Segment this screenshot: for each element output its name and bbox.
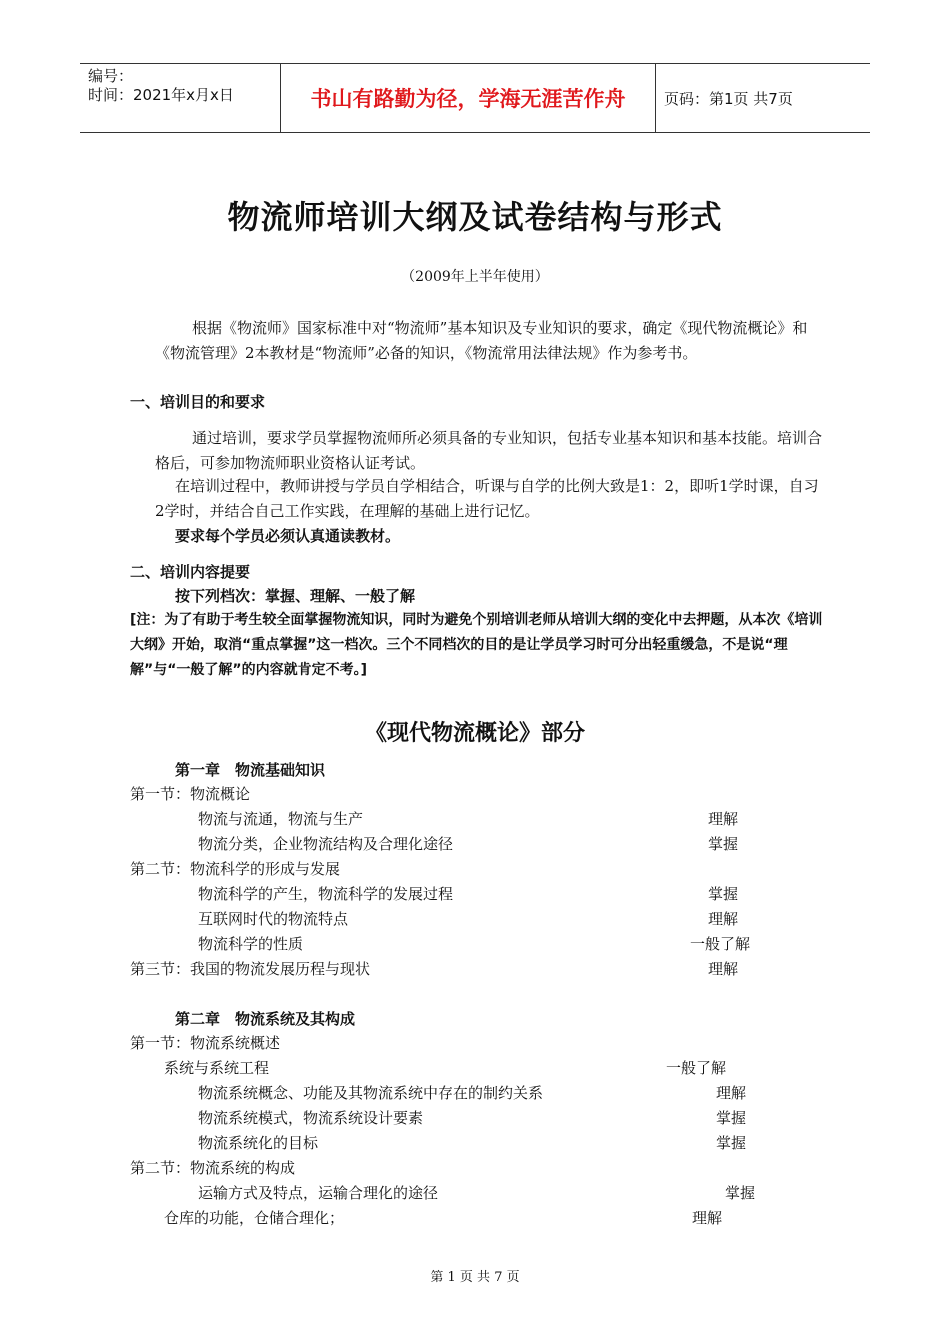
document-title: 物流师培训大纲及试卷结构与形式 [227, 198, 723, 236]
level-tag: 一般了解 [666, 1059, 727, 1077]
outline-row: 第一节：物流系统概述 [130, 1034, 281, 1052]
level-tag: 理解 [708, 960, 739, 978]
level-tag: 掌握 [708, 885, 739, 903]
section1-heading: 一、培训目的和要求 [130, 393, 266, 411]
section1-paragraph-3: 要求每个学员必须认真通读教材。 [175, 527, 401, 545]
intro-paragraph: 根据《物流师》国家标准中对“物流师”基本知识及专业知识的要求，确定《现代物流概论》和《物流管理》2本教材是“物流师”必备的知识，《物流常用法律法规》作为参考书。 [155, 319, 808, 362]
level-tag: 理解 [716, 1084, 747, 1102]
outline-row: 物流科学的性质 [198, 935, 304, 953]
chapter2-title: 第二章 物流系统及其构成 [175, 1010, 356, 1028]
number-label: 编号： [88, 67, 134, 85]
outline-row: 第三节：我国的物流发展历程与现状 [130, 960, 371, 978]
outline-row: 物流系统概念、功能及其物流系统中存在的制约关系 [198, 1084, 544, 1102]
level-tag: 掌握 [716, 1109, 747, 1127]
outline-row: 互联网时代的物流特点 [198, 910, 349, 928]
outline-row: 物流分类，企业物流结构及合理化途径 [198, 835, 454, 853]
section1-paragraph-1: 通过培训，要求学员掌握物流师所必须具备的专业知识，包括专业基本知识和基本技能。培训合格后，可参加物流师职业资格认证考试。 [155, 429, 823, 472]
level-tag: 掌握 [708, 835, 739, 853]
levels-line: 按下列档次：掌握、理解、一般了解 [175, 587, 416, 605]
motto: 书山有路勤为径，学海无涯苦作舟 [280, 64, 656, 132]
part-title: 《现代物流概论》部分 [364, 720, 585, 746]
level-tag: 掌握 [716, 1134, 747, 1152]
level-tag: 一般了解 [690, 935, 751, 953]
level-tag: 理解 [708, 810, 739, 828]
section1-paragraph-2: 在培训过程中，教师讲授与学员自学相结合，听课与自学的比例大致是1：2，即听1学时课，自习2学时，并结合自己工作实践，在理解的基础上进行记忆。 [155, 477, 819, 520]
document-header [80, 63, 870, 133]
outline-row: 物流系统化的目标 [198, 1134, 319, 1152]
level-tag: 理解 [692, 1209, 723, 1227]
level-tag: 掌握 [725, 1184, 756, 1202]
page-footer: 第 1 页 共 7 页 [430, 1270, 520, 1285]
outline-row: 系统与系统工程 [164, 1059, 270, 1077]
outline-row: 第一节：物流概论 [130, 785, 251, 803]
level-tag: 理解 [708, 910, 739, 928]
outline-row: 运输方式及特点，运输合理化的途径 [198, 1184, 439, 1202]
outline-row: 仓库的功能，仓储合理化； [164, 1209, 345, 1227]
outline-row: 物流系统模式，物流系统设计要素 [198, 1109, 424, 1127]
outline-row: 物流与流通，物流与生产 [198, 810, 364, 828]
time-label: 时间：2021年x月x日 [88, 86, 234, 104]
page-info: 页码：第1页 共7页 [664, 89, 793, 108]
note-paragraph: [注：为了有助于考生较全面掌握物流知识，同时为避免个别培训老师从培训大纲的变化中去押题，从本次《培训大纲》开始，取消“重点掌握”这一档次。三个不同档次的目的是让学员学习时可分出轻重缓急，不是说“理解”与“一般了解”的内容就肯定不考。] [130, 612, 823, 678]
section2-heading: 二、培训内容提要 [130, 563, 251, 581]
outline-row: 第二节：物流系统的构成 [130, 1159, 296, 1177]
header-meta-cell [80, 64, 280, 132]
document-subtitle: （2009年上半年使用） [401, 269, 549, 285]
chapter1-title: 第一章 物流基础知识 [175, 761, 326, 779]
outline-row: 第二节：物流科学的形成与发展 [130, 860, 341, 878]
outline-row: 物流科学的产生，物流科学的发展过程 [198, 885, 454, 903]
